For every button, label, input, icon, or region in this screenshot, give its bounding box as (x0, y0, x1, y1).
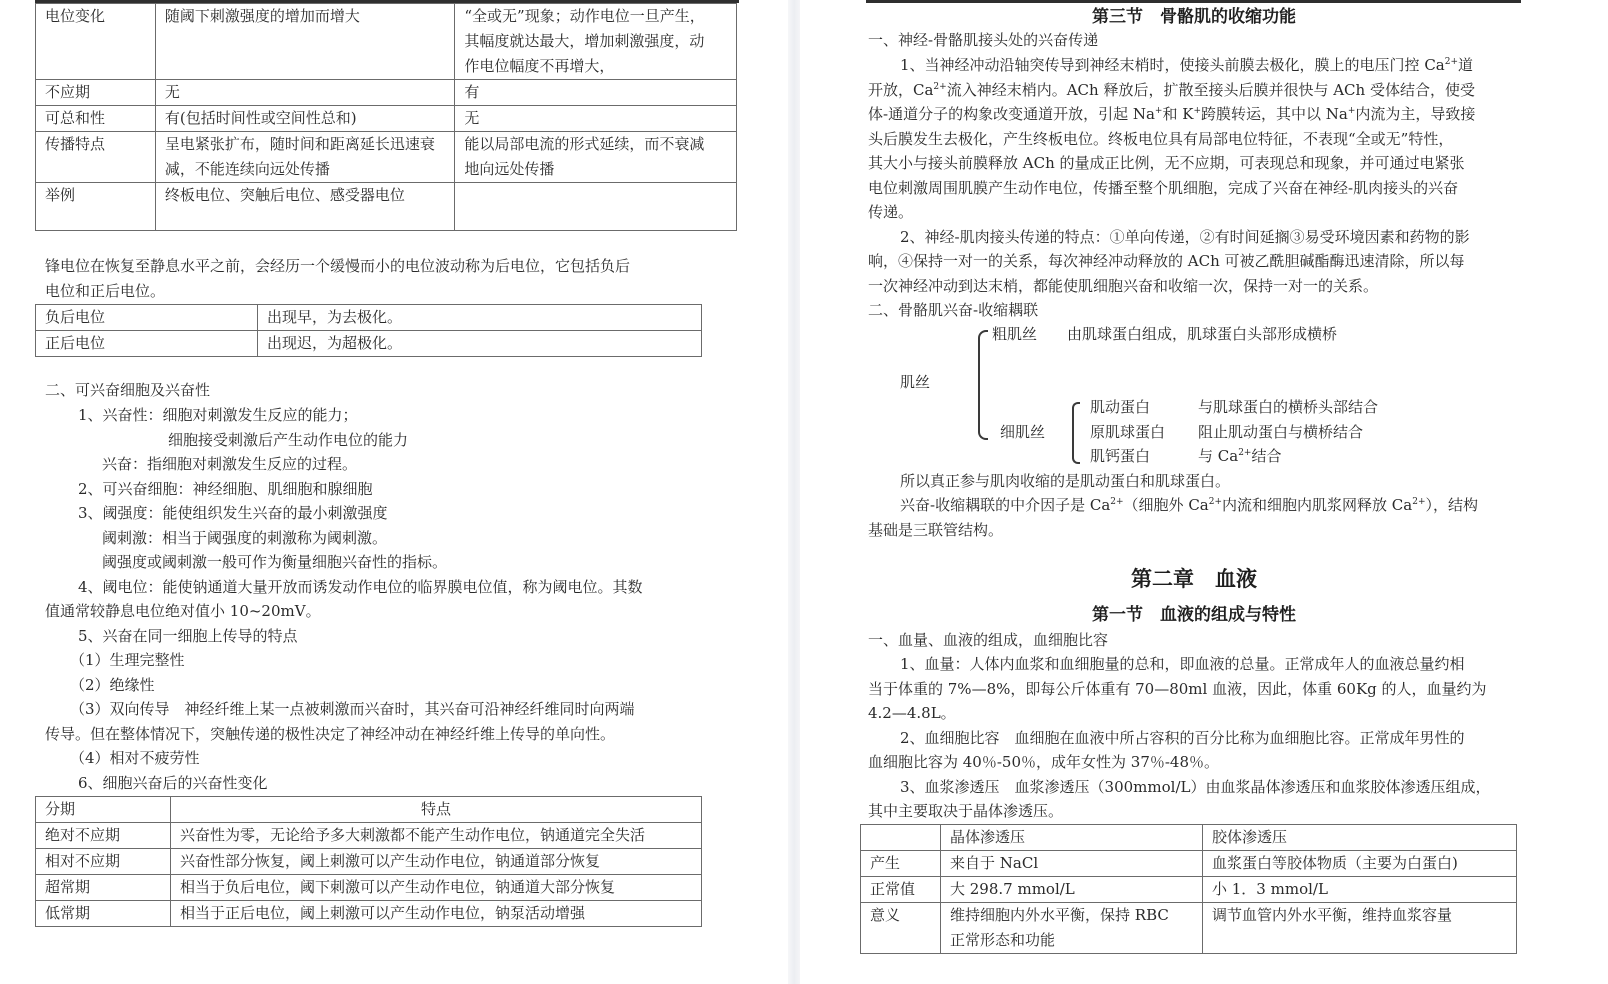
filament-root-label: 肌丝 (900, 373, 931, 391)
paragraph-line: 头后膜发生去极化，产生终板电位。终板电位具有局部电位特征，不表现“全或无”特性， (868, 130, 1454, 148)
paragraph-line: 传递。 (868, 203, 914, 221)
crystal-cell (941, 903, 1203, 954)
protein-name: 肌钙蛋白 (1090, 447, 1151, 465)
list-item: 阈刺激：相当于阈强度的刺激称为阈刺激。 (102, 529, 388, 547)
row-label: 可总和性 (36, 106, 156, 132)
local-potential-cell: 无 (155, 80, 455, 106)
paragraph-line: 基础是三联管结构。 (868, 521, 1004, 539)
table-row (861, 877, 1517, 903)
local-potential-cell: 有(包括时间性或空间性总和) (155, 106, 455, 132)
protein-name: 原肌球蛋白 (1090, 423, 1166, 441)
crystal-cell: 来自于 NaCl (941, 851, 1203, 877)
row-label: 电位变化 (36, 4, 156, 80)
colloid-cell: 血浆蛋白等胶体物质（主要为白蛋白) (1203, 851, 1517, 877)
protein-desc: 与肌球蛋白的横桥头部结合 (1198, 398, 1379, 416)
paragraph-line: 开放，$Ca^{2+}$流入神经末梢内。ACh 释放后，扩散至接头后膜并很快与 ACh 受体结合，使受 (868, 81, 1475, 99)
list-item: 细胞接受刺激后产生动作电位的能力 (168, 431, 409, 449)
list-item: 5、兴奋在同一细胞上传导的特点 (78, 627, 298, 645)
cell-line: 作电位幅度不再增大， (464, 57, 615, 75)
brace-icon (1072, 402, 1080, 464)
table-row (36, 183, 737, 231)
row-label: 不应期 (36, 80, 156, 106)
table-row (36, 80, 737, 106)
paragraph-line: 3、血浆渗透压 血浆渗透压（300mmol/L）由血浆晶体渗透压和血浆胶体渗透压组成， (900, 778, 1491, 796)
table-row (36, 331, 702, 357)
cell-line: 其幅度就达最大，增加刺激强度，动 (464, 32, 705, 50)
paragraph-line: 血细胞比容为 40％-50％，成年女性为 37％-48％。 (868, 753, 1220, 771)
local-potential-cell: 随阈下刺激强度的增加而增大 (155, 4, 455, 80)
potential-desc: 出现早，为去极化。 (258, 305, 702, 331)
thick-filament-label: 粗肌丝 (992, 325, 1038, 343)
protein-name: 肌动蛋白 (1090, 398, 1151, 416)
paragraph-line: 电位刺激周围肌膜产生动作电位，传播至整个肌细胞，完成了兴奋在神经-肌肉接头的兴奋 (868, 179, 1459, 197)
paragraph-line: 1、血量：人体内血浆和血细胞量的总和，即血液的总量。正常成年人的血液总量约相 (900, 655, 1465, 673)
column-header: 晶体渗透压 (941, 825, 1203, 851)
action-potential-cell: 无 (455, 106, 737, 132)
table-row (36, 4, 737, 80)
paragraph-line: 2、血细胞比容 血细胞在血液中所占容积的百分比称为血细胞比容。正常成年男性的 (900, 729, 1465, 747)
list-item: （1）生理完整性 (70, 651, 185, 669)
protein-desc: 阻止肌动蛋白与横桥结合 (1198, 423, 1364, 441)
document-page-left (0, 0, 788, 984)
paragraph-line: 4.2—4.8L。 (868, 704, 956, 722)
local-potential-cell: 呈电紧张扩布，随时间和距离延长迅速衰减，不能连续向远处传播 (155, 132, 455, 183)
phase-name: 超常期 (36, 875, 171, 901)
paragraph-line: 响，④保持一对一的关系，每次神经冲动释放的 ACh 可被乙酰胆碱酯酶迅速清除，所以每 (868, 252, 1465, 270)
phase-name: 绝对不应期 (36, 823, 171, 849)
section-heading: 二、可兴奋细胞及兴奋性 (45, 381, 211, 399)
paragraph-line: 锋电位在恢复至静息水平之前，会经历一个缓慢而小的电位波动称为后电位，它包括负后 (45, 257, 631, 275)
action-potential-cell (455, 132, 737, 183)
list-item: （2）绝缘性 (70, 676, 155, 694)
row-label: 产生 (861, 851, 941, 877)
page-top-rule (866, 0, 1521, 3)
list-item: 2、可兴奋细胞：神经细胞、肌细胞和腺细胞 (78, 480, 373, 498)
paragraph-line: 当于体重的 7%—8%，即每公斤体重有 70—80ml 血液，因此，体重 60Kg 的人，血量约为 (868, 680, 1487, 698)
phase-name: 低常期 (36, 901, 171, 927)
paragraph-line: 其大小与接头前膜释放 ACh 的量成正比例，无不应期，可表现总和现象，并可通过电紧张 (868, 154, 1465, 172)
subsection-heading: 一、神经-骨骼肌接头处的兴奋传递 (868, 31, 1099, 49)
list-item: 兴奋：指细胞对刺激发生反应的过程。 (102, 455, 358, 473)
potential-desc: 出现迟，为超极化。 (258, 331, 702, 357)
column-header: 胶体渗透压 (1203, 825, 1517, 851)
action-potential-cell (455, 4, 737, 80)
colloid-cell: 调节血管内外水平衡，维持血浆容量 (1203, 903, 1517, 954)
column-header: 分期 (36, 797, 171, 823)
thin-filament-label: 细肌丝 (1000, 423, 1046, 441)
column-header: 特点 (171, 797, 702, 823)
paragraph-line: 兴奋-收缩耦联的中介因子是 $Ca^{2+}$（细胞外 $Ca^{2+}$内流和细胞内肌浆网释放 $Ca^{2+}$），结构 (900, 496, 1479, 514)
thick-filament-desc: 由肌球蛋白组成，肌球蛋白头部形成横桥 (1067, 325, 1338, 343)
table-row (36, 106, 737, 132)
row-label: 举例 (36, 183, 156, 231)
subsection-heading: 一、血量、血液的组成，血细胞比容 (868, 631, 1109, 649)
paragraph-line: 电位和正后电位。 (45, 282, 166, 300)
brace-icon (978, 330, 988, 440)
cell-line: “全或无”现象；动作电位一旦产生， (464, 7, 705, 25)
paragraph-line: 一次神经冲动到达末梢，都能使肌细胞兴奋和收缩一次，保持一对一的关系。 (868, 277, 1379, 295)
local-potential-cell: 终板电位、突触后电位、感受器电位 (155, 183, 455, 231)
table-header-row (36, 797, 702, 823)
excitability-change-table (35, 796, 702, 927)
list-item: （3）双向传导 神经纤维上某一点被刺激而兴奋时，其兴奋可沿神经纤维同时向两端 (70, 700, 635, 718)
row-label: 意义 (861, 903, 941, 954)
page-gutter (788, 0, 800, 984)
phase-feature: 相当于负后电位，阈下刺激可以产生动作电位，钠通道大部分恢复 (171, 875, 702, 901)
potential-comparison-table (35, 3, 737, 231)
osmotic-pressure-table (860, 824, 1517, 954)
potential-name: 正后电位 (36, 331, 258, 357)
table-row (36, 823, 702, 849)
table-row (861, 851, 1517, 877)
paragraph-line: 其中主要取决于晶体渗透压。 (868, 802, 1064, 820)
phase-feature: 相当于正后电位，阈上刺激可以产生动作电位，钠泵活动增强 (171, 901, 702, 927)
after-potential-table (35, 304, 702, 357)
list-item: 传导。但在整体情况下，突触传递的极性决定了神经冲动在神经纤维上传导的单向性。 (45, 725, 616, 743)
list-item: 4、阈电位：能使钠通道大量开放而诱发动作电位的临界膜电位值，称为阈电位。其数 (78, 578, 643, 596)
list-item: 1、兴奋性：细胞对刺激发生反应的能力； (78, 406, 358, 424)
table-row (36, 849, 702, 875)
paragraph-line: 1、当神经冲动沿轴突传导到神经末梢时，使接头前膜去极化，膜上的电压门控 $Ca^{2+}$道 (900, 56, 1474, 74)
cell-line: 维持细胞内外水平衡，保持 RBC (950, 906, 1169, 924)
protein-desc: 与 $Ca^{2+}$结合 (1198, 447, 1282, 465)
list-item: 3、阈强度：能使组织发生兴奋的最小刺激强度 (78, 504, 388, 522)
cell-line: 能以局部电流的形式延续，而不衰减 (464, 135, 705, 153)
action-potential-cell: 有 (455, 80, 737, 106)
section-title: 第三节 骨骼肌的收缩功能 (1092, 7, 1296, 27)
colloid-cell: 小 1．3 mmol/L (1203, 877, 1517, 903)
list-item: 值通常较静息电位绝对值小 10~20mV。 (45, 602, 321, 620)
list-item: 6、细胞兴奋后的兴奋性变化 (78, 774, 268, 792)
list-item: （4）相对不疲劳性 (70, 749, 200, 767)
paragraph-line: 2、神经-肌肉接头传递的特点：①单向传递，②有时间延搁③易受环境因素和药物的影 (900, 228, 1470, 246)
section-title: 第一节 血液的组成与特性 (1092, 605, 1296, 625)
paragraph-line: 所以真正参与肌肉收缩的是肌动蛋白和肌球蛋白。 (900, 472, 1231, 490)
action-potential-cell (455, 183, 737, 231)
cell-line: 地向远处传播 (464, 160, 555, 178)
paragraph-line: 体-通道分子的构象改变通道开放，引起 Na+和 K+跨膜转运，其中以 Na+内流为主，导致接 (868, 105, 1476, 123)
phase-feature: 兴奋性部分恢复，阈上刺激可以产生动作电位，钠通道部分恢复 (171, 849, 702, 875)
table-row (36, 901, 702, 927)
table-header-row (861, 825, 1517, 851)
column-header (861, 825, 941, 851)
list-item: 阈强度或阈刺激一般可作为衡量细胞兴奋性的指标。 (102, 553, 448, 571)
phase-feature: 兴奋性为零，无论给予多大刺激都不能产生动作电位，钠通道完全失活 (171, 823, 702, 849)
cell-line: 正常形态和功能 (950, 931, 1056, 949)
document-page-right (800, 0, 1608, 984)
crystal-cell: 大 298.7 mmol/L (941, 877, 1203, 903)
phase-name: 相对不应期 (36, 849, 171, 875)
table-row (36, 305, 702, 331)
row-label: 传播特点 (36, 132, 156, 183)
table-row (36, 875, 702, 901)
subsection-heading: 二、骨骼肌兴奋-收缩耦联 (868, 301, 1039, 319)
chapter-title: 第二章 血液 (1131, 567, 1257, 591)
table-row (36, 132, 737, 183)
potential-name: 负后电位 (36, 305, 258, 331)
row-label: 正常值 (861, 877, 941, 903)
table-row (861, 903, 1517, 954)
